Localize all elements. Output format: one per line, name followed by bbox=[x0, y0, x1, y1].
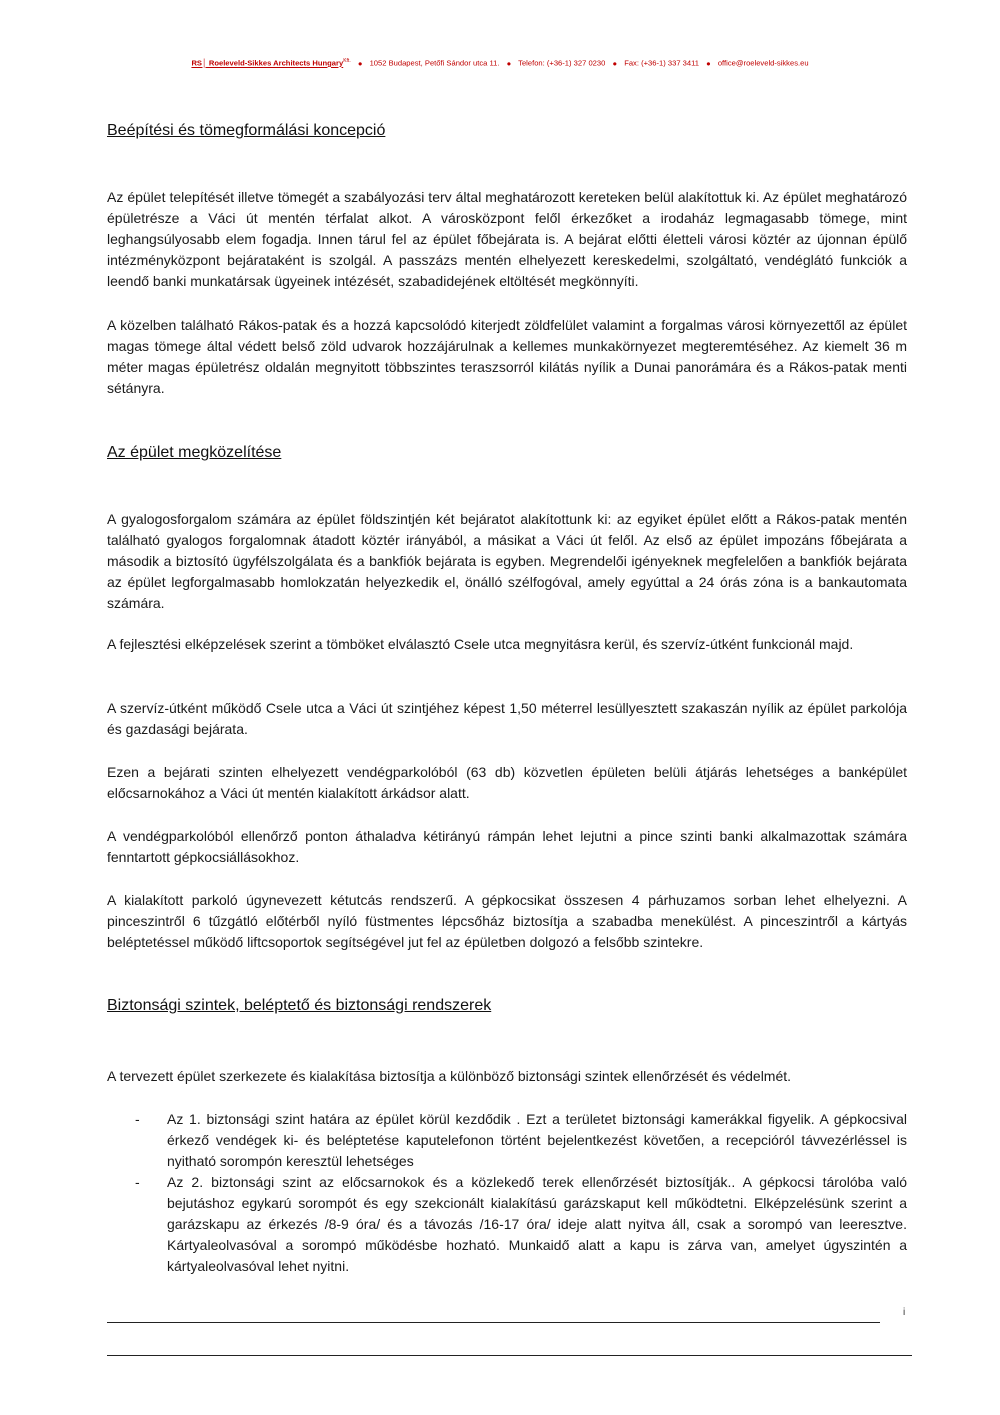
company-phone: Telefon: (+36-1) 327 0230 bbox=[518, 58, 606, 68]
section-heading: Az épület megközelítése bbox=[107, 444, 282, 461]
separator-dot: ● bbox=[612, 58, 618, 68]
paragraph: A gyalogosforgalom számára az épület földszintjén két bejáratot alakítottunk ki: az egyiket épület előtt a Rákos-patak mentén található gyalogos forgalomnak átadott köztér irányából, a másikat a Váci út felől. Az első az épület impozáns főbejárata a második a biztosító ügyfélszolgálata és a bankfiók bejárata is egyben. Megrendelői igényeknek megfelelően a bankfiók bejárata az épület legforgalmasabb homlokzatán helyezkedik el, önálló szélfogóval, amely egyúttal a 24 órás zóna is a bankautomata számára. bbox=[107, 511, 907, 611]
footer-rule bbox=[107, 1355, 912, 1356]
paragraph: A fejlesztési elképzelések szerint a tömböket elválasztó Csele utca megnyitásra kerül, és szervíz-útként funkcionál majd. bbox=[107, 636, 854, 652]
page-number: i bbox=[903, 1307, 906, 1318]
separator-dot: ● bbox=[706, 58, 711, 68]
bullet-dash: - bbox=[135, 1111, 140, 1127]
separator-dot: ● bbox=[357, 58, 363, 68]
list-item-text: Az 1. biztonsági szint határa az épület körül kezdődik . Ezt a területet biztonsági kamerákkal figyelik. A gépkocsival érkező vendégek ki- és beléptetése kaputelefonon történt bejelentkezést követően, a recepcióról távvezérléssel is nyitható sorompón keresztül lehetséges bbox=[167, 1111, 907, 1169]
letterhead bbox=[0, 58, 1000, 68]
separator-dot: ● bbox=[506, 58, 512, 68]
list-item bbox=[107, 1109, 907, 1172]
company-address: 1052 Budapest, Petőfi Sándor utca 11. bbox=[369, 58, 500, 68]
list-item-text: Az 2. biztonsági szint az előcsarnokok és a közlekedő terek ellenőrzését biztosítják.. A gépkocsi tárolóba való bejutáshoz egykarú sorompót és egy szekcionált kialakítású garázskaput kell működtetni. Elképzelésünk szerint a garázskapu az érkezés /8-9 óra/ és a távozás /16-17 óra/ ideje alatt nyitva áll, csak a sorompó van leeresztve. Kártyaleolvasóval a sorompó működésbe hozható. Munkaidő alatt a kapu is zárva van, amelyet úgyszintén a kártyaleolvasóval lehet nyitni. bbox=[167, 1174, 907, 1274]
company-name: RS│ Roeleveld-Sikkes Architects Hungary bbox=[191, 58, 344, 68]
paragraph: A tervezett épület szerkezete és kialakítása biztosítja a különböző biztonsági szintek ellenőrzését és védelmét. bbox=[107, 1068, 792, 1084]
paragraph: A szervíz-útként működő Csele utca a Váci út szintjéhez képest 1,50 méterrel lesüllyesztett szakaszán nyílik az épület parkolója és gazdasági bejárata. bbox=[107, 700, 907, 737]
company-suffix: Kft. bbox=[343, 58, 351, 64]
company-email[interactable]: office@roeleveld-sikkes.eu bbox=[717, 58, 809, 68]
paragraph: Az épület telepítését illetve tömegét a szabályozási terv által meghatározott kereteken belül alakítottuk ki. Az épület meghatározó épületrésze a Váci út mentén térfalat alkot. A városközpont felől érkezőket a irodaház legmagasabb tömege, mint leghangsúlyosabb elem fogadja. Innen tárul fel az épület főbejárata is. A bejárat előtti életteli városi köztér az újonnan épülő intézményközpont bejárataként is szolgál. A passzázs mentén elhelyezett kereskedelmi, szolgáltató, vendéglátó funkciók a leendő banki munkatársak ügyeinek intézését, szabadidejének eltöltését megkönnyíti. bbox=[107, 189, 907, 289]
section-heading: Biztonsági szintek, beléptető és biztonsági rendszerek bbox=[107, 997, 492, 1014]
section-heading: Beépítési és tömegformálási koncepció bbox=[107, 122, 386, 139]
paragraph: Ezen a bejárati szinten elhelyezett vendégparkolóból (63 db) közvetlen épületen belüli átjárás lehetséges a banképület előcsarnokához a Váci út mentén kialakított árkádsor alatt. bbox=[107, 764, 907, 801]
bullet-dash: - bbox=[135, 1174, 140, 1190]
footer-rule bbox=[107, 1322, 880, 1323]
company-fax: Fax: (+36-1) 337 3411 bbox=[624, 58, 699, 68]
paragraph: A közelben található Rákos-patak és a hozzá kapcsolódó kiterjedt zöldfelület valamint a forgalmas városi környezettől az épület magas tömege által védett belső zöld udvarok hozzájárulnak a kellemes munkakörnyezet megteremtéséhez. Az kiemelt 36 m méter magas épületrész oldalán megnyitott többszintes teraszsorról kilátás nyílik a Dunai panorámára és a Rákos-patak menti sétányra. bbox=[107, 317, 907, 396]
paragraph: A vendégparkolóból ellenőrző ponton áthaladva kétirányú rámpán lehet lejutni a pince szinti banki alkalmazottak számára fenntartott gépkocsiállásokhoz. bbox=[107, 828, 907, 865]
paragraph: A kialakított parkoló úgynevezett kétutcás rendszerű. A gépkocsikat összesen 4 párhuzamos sorban lehet elhelyezni. A pinceszintről 6 tűzgátló előtérből nyíló füstmentes lépcsőház biztosítja a szabadba menekülést. A pinceszintről a kártyás beléptetéssel működő liftcsoportok segítségével jut fel az épületben dolgozó a felsőbb szintekre. bbox=[107, 892, 907, 950]
bullet-list bbox=[107, 1109, 907, 1277]
list-item bbox=[107, 1172, 907, 1277]
